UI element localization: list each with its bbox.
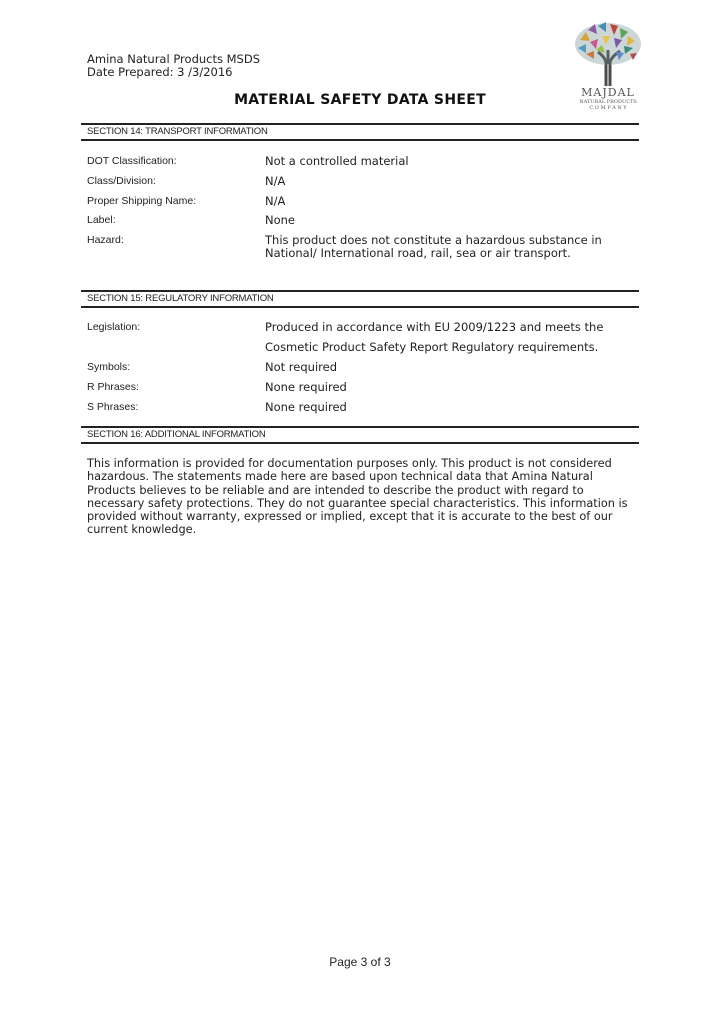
legislation-label: Legislation: [87, 321, 141, 333]
s-phrases-label: S Phrases: [87, 401, 139, 413]
section-16-header [81, 426, 639, 444]
label-value: None [265, 213, 296, 227]
section-14-title: SECTION 14: TRANSPORT INFORMATION [87, 126, 268, 137]
symbols-label: Symbols: [87, 361, 131, 373]
shipping-name-value: N/A [265, 194, 286, 208]
document-header-company: Amina Natural Products MSDS [87, 52, 261, 66]
logo-subtitle-company: C O M P A N Y [589, 105, 627, 111]
label-label: Label: [87, 214, 116, 226]
hazard-value: This product does not constitute a hazardous substance in National/ International road, rail, sea or air transport. [265, 233, 602, 260]
section-14-header [81, 123, 639, 141]
class-division-label: Class/Division: [87, 175, 156, 187]
s-phrases-value: None required [265, 400, 347, 414]
page-title: MATERIAL SAFETY DATA SHEET [234, 92, 486, 108]
hazard-label: Hazard: [87, 234, 124, 246]
r-phrases-label: R Phrases: [87, 381, 139, 393]
r-phrases-value: None required [265, 380, 347, 394]
legislation-value-line1: Produced in accordance with EU 2009/1223 and meets the [265, 320, 604, 334]
dot-classification-label: DOT Classification: [87, 155, 177, 167]
class-division-value: N/A [265, 174, 286, 188]
dot-classification-value: Not a controlled material [265, 154, 409, 168]
symbols-value: Not required [265, 360, 337, 374]
section-15-header [81, 290, 639, 308]
section-16-title: SECTION 16: ADDITIONAL INFORMATION [87, 429, 266, 440]
tree-logo-icon [570, 20, 646, 86]
section-15-title: SECTION 15: REGULATORY INFORMATION [87, 293, 274, 304]
logo-subtitle: NATURAL PRODUCTS [579, 99, 637, 105]
company-logo [570, 20, 646, 112]
document-header-date: Date Prepared: 3 /3/2016 [87, 65, 233, 79]
legislation-value-line2: Cosmetic Product Safety Report Regulatory requirements. [265, 340, 599, 354]
additional-information-paragraph: This information is provided for documentation purposes only. This product is not considered hazardous. The statements made here are based upon technical data that Amina Natural Products believes to be reliable and are intended to describe the product with regard to necessary safety protections. They do not guarantee special characteristics. This information is provided without warranty, expressed or implied, except that it is accurate to the best of our current knowledge. [87, 457, 628, 537]
logo-wordmark: MAJDAL [581, 86, 635, 99]
page-number: Page 3 of 3 [329, 955, 391, 969]
shipping-name-label: Proper Shipping Name: [87, 195, 197, 207]
